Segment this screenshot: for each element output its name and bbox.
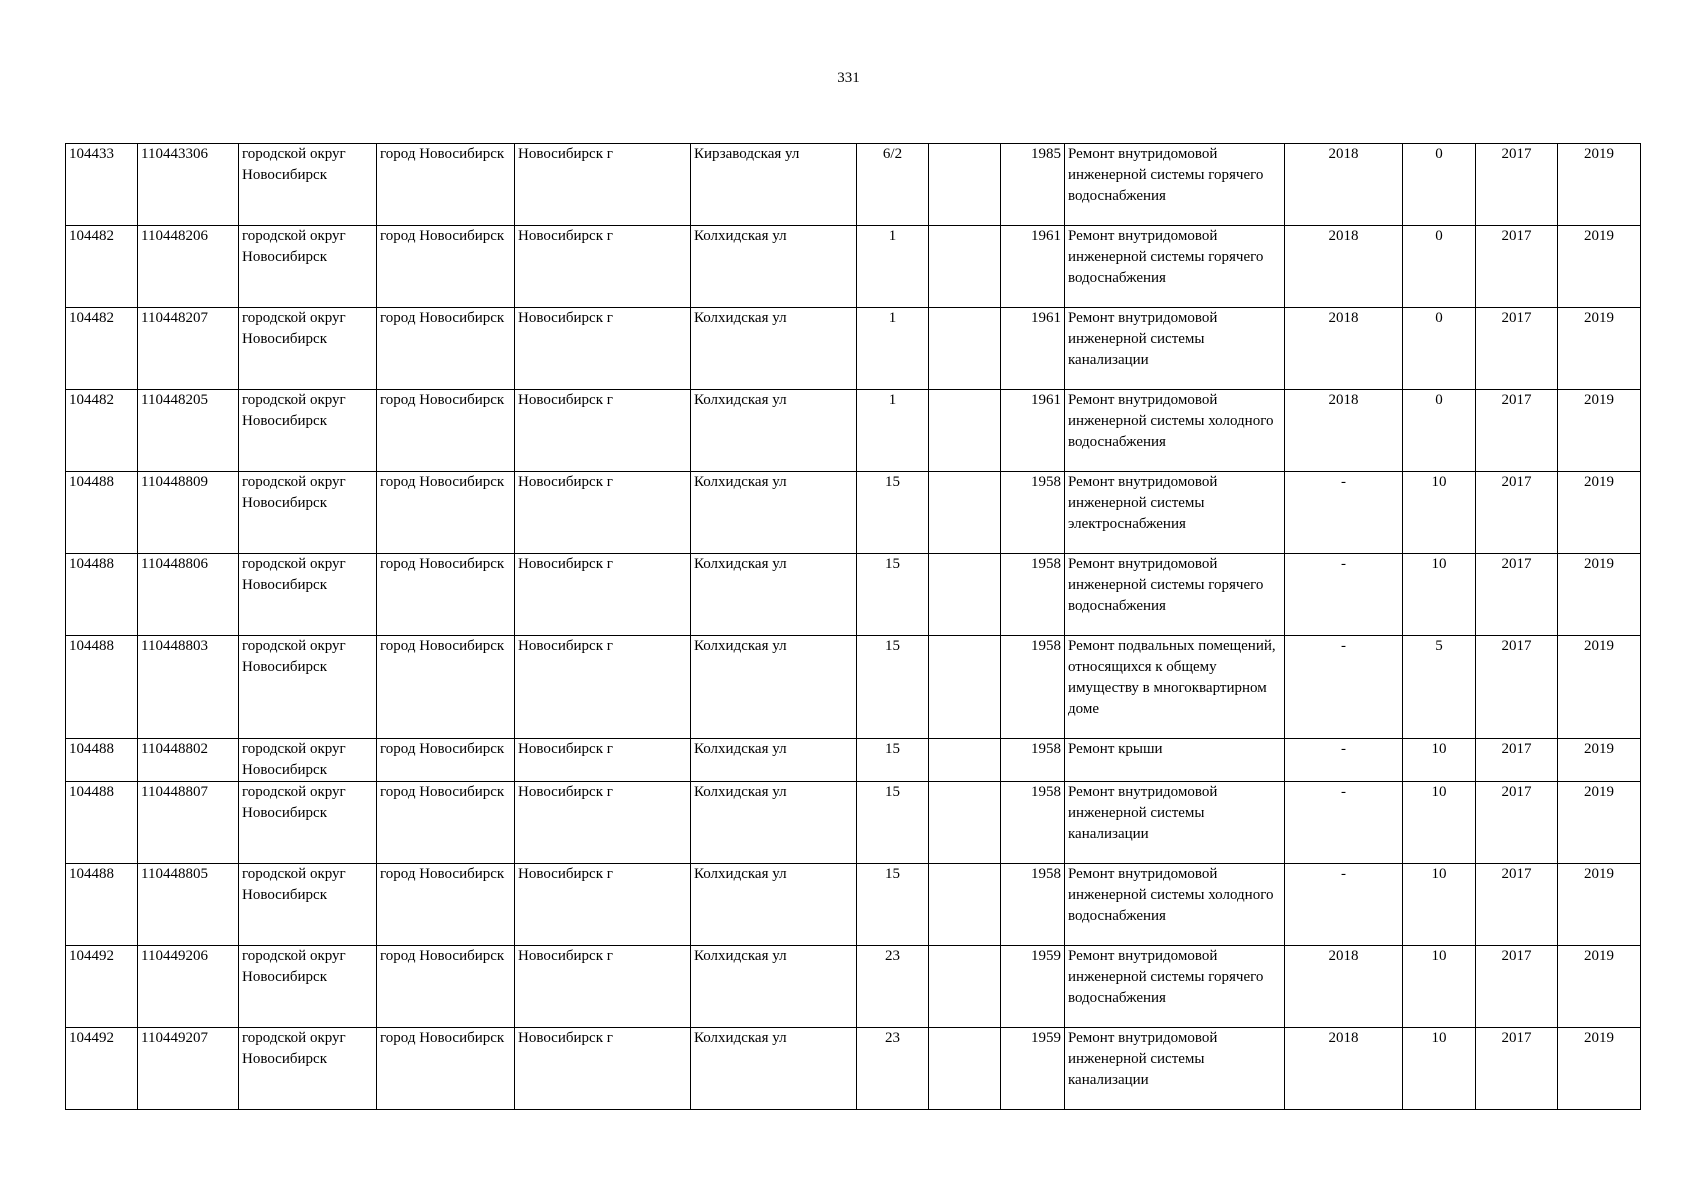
locality-cell: Новосибирск г: [515, 226, 691, 308]
work-type-cell: Ремонт внутридомовой инженерной системы горячего водоснабжения: [1065, 946, 1285, 1028]
work-id-cell: 110448207: [138, 308, 239, 390]
house-number-cell: 6/2: [857, 144, 929, 226]
build-year-cell: 1961: [1001, 390, 1065, 472]
object-id-cell: 104488: [66, 739, 138, 782]
wear-percent-cell: 0: [1403, 390, 1476, 472]
start-year-cell: 2017: [1476, 739, 1558, 782]
build-year-cell: 1958: [1001, 636, 1065, 739]
last-repair-year-cell: 2018: [1285, 946, 1403, 1028]
work-id-cell: 110448806: [138, 554, 239, 636]
settlement-cell: город Новосибирск: [377, 1028, 515, 1110]
last-repair-year-cell: -: [1285, 739, 1403, 782]
work-id-cell: 110448809: [138, 472, 239, 554]
table-row: [66, 308, 1641, 390]
work-type-cell: Ремонт внутридомовой инженерной системы горячего водоснабжения: [1065, 226, 1285, 308]
wear-percent-cell: 10: [1403, 739, 1476, 782]
table-row: [66, 946, 1641, 1028]
object-id-cell: 104488: [66, 636, 138, 739]
start-year-cell: 2017: [1476, 1028, 1558, 1110]
settlement-cell: город Новосибирск: [377, 864, 515, 946]
work-type-cell: Ремонт внутридомовой инженерной системы горячего водоснабжения: [1065, 554, 1285, 636]
wear-percent-cell: 10: [1403, 554, 1476, 636]
building-cell: [929, 472, 1001, 554]
table-row: [66, 1028, 1641, 1110]
locality-cell: Новосибирск г: [515, 390, 691, 472]
municipal-district-cell: городской округ Новосибирск: [239, 144, 377, 226]
building-cell: [929, 554, 1001, 636]
table-row: [66, 739, 1641, 782]
work-type-cell: Ремонт внутридомовой инженерной системы канализации: [1065, 308, 1285, 390]
work-type-cell: Ремонт внутридомовой инженерной системы канализации: [1065, 1028, 1285, 1110]
start-year-cell: 2017: [1476, 226, 1558, 308]
object-id-cell: 104492: [66, 946, 138, 1028]
end-year-cell: 2019: [1558, 226, 1641, 308]
wear-percent-cell: 10: [1403, 864, 1476, 946]
build-year-cell: 1959: [1001, 1028, 1065, 1110]
work-type-cell: Ремонт внутридомовой инженерной системы холодного водоснабжения: [1065, 390, 1285, 472]
wear-percent-cell: 10: [1403, 472, 1476, 554]
municipal-district-cell: городской округ Новосибирск: [239, 782, 377, 864]
work-type-cell: Ремонт внутридомовой инженерной системы канализации: [1065, 782, 1285, 864]
table-row: [66, 864, 1641, 946]
work-id-cell: 110448205: [138, 390, 239, 472]
locality-cell: Новосибирск г: [515, 739, 691, 782]
work-type-cell: Ремонт внутридомовой инженерной системы электроснабжения: [1065, 472, 1285, 554]
settlement-cell: город Новосибирск: [377, 144, 515, 226]
building-cell: [929, 226, 1001, 308]
build-year-cell: 1961: [1001, 226, 1065, 308]
municipal-district-cell: городской округ Новосибирск: [239, 636, 377, 739]
object-id-cell: 104488: [66, 472, 138, 554]
start-year-cell: 2017: [1476, 782, 1558, 864]
street-cell: Колхидская ул: [691, 782, 857, 864]
last-repair-year-cell: 2018: [1285, 144, 1403, 226]
table-body: [66, 144, 1641, 1110]
house-number-cell: 15: [857, 472, 929, 554]
work-id-cell: 110449206: [138, 946, 239, 1028]
last-repair-year-cell: 2018: [1285, 390, 1403, 472]
start-year-cell: 2017: [1476, 144, 1558, 226]
street-cell: Колхидская ул: [691, 739, 857, 782]
municipal-district-cell: городской округ Новосибирск: [239, 554, 377, 636]
end-year-cell: 2019: [1558, 636, 1641, 739]
start-year-cell: 2017: [1476, 636, 1558, 739]
wear-percent-cell: 0: [1403, 144, 1476, 226]
start-year-cell: 2017: [1476, 554, 1558, 636]
table-row: [66, 782, 1641, 864]
street-cell: Колхидская ул: [691, 946, 857, 1028]
last-repair-year-cell: -: [1285, 636, 1403, 739]
last-repair-year-cell: 2018: [1285, 308, 1403, 390]
end-year-cell: 2019: [1558, 1028, 1641, 1110]
last-repair-year-cell: -: [1285, 472, 1403, 554]
table-row: [66, 390, 1641, 472]
work-id-cell: 110443306: [138, 144, 239, 226]
work-type-cell: Ремонт подвальных помещений, относящихся к общему имуществу в многоквартирном доме: [1065, 636, 1285, 739]
building-cell: [929, 308, 1001, 390]
building-cell: [929, 864, 1001, 946]
street-cell: Колхидская ул: [691, 864, 857, 946]
settlement-cell: город Новосибирск: [377, 782, 515, 864]
last-repair-year-cell: 2018: [1285, 226, 1403, 308]
locality-cell: Новосибирск г: [515, 636, 691, 739]
start-year-cell: 2017: [1476, 390, 1558, 472]
wear-percent-cell: 5: [1403, 636, 1476, 739]
work-type-cell: Ремонт крыши: [1065, 739, 1285, 782]
object-id-cell: 104482: [66, 226, 138, 308]
house-number-cell: 15: [857, 739, 929, 782]
end-year-cell: 2019: [1558, 144, 1641, 226]
municipal-district-cell: городской округ Новосибирск: [239, 390, 377, 472]
settlement-cell: город Новосибирск: [377, 472, 515, 554]
locality-cell: Новосибирск г: [515, 472, 691, 554]
build-year-cell: 1985: [1001, 144, 1065, 226]
registry-table: [65, 143, 1641, 1110]
municipal-district-cell: городской округ Новосибирск: [239, 1028, 377, 1110]
build-year-cell: 1958: [1001, 782, 1065, 864]
building-cell: [929, 782, 1001, 864]
municipal-district-cell: городской округ Новосибирск: [239, 946, 377, 1028]
table-row: [66, 472, 1641, 554]
locality-cell: Новосибирск г: [515, 144, 691, 226]
street-cell: Колхидская ул: [691, 636, 857, 739]
wear-percent-cell: 0: [1403, 226, 1476, 308]
street-cell: Колхидская ул: [691, 554, 857, 636]
end-year-cell: 2019: [1558, 864, 1641, 946]
house-number-cell: 15: [857, 554, 929, 636]
street-cell: Колхидская ул: [691, 390, 857, 472]
start-year-cell: 2017: [1476, 472, 1558, 554]
municipal-district-cell: городской округ Новосибирск: [239, 472, 377, 554]
end-year-cell: 2019: [1558, 308, 1641, 390]
start-year-cell: 2017: [1476, 864, 1558, 946]
settlement-cell: город Новосибирск: [377, 739, 515, 782]
settlement-cell: город Новосибирск: [377, 390, 515, 472]
end-year-cell: 2019: [1558, 782, 1641, 864]
end-year-cell: 2019: [1558, 946, 1641, 1028]
street-cell: Колхидская ул: [691, 226, 857, 308]
last-repair-year-cell: -: [1285, 864, 1403, 946]
end-year-cell: 2019: [1558, 739, 1641, 782]
house-number-cell: 23: [857, 1028, 929, 1110]
object-id-cell: 104433: [66, 144, 138, 226]
work-type-cell: Ремонт внутридомовой инженерной системы холодного водоснабжения: [1065, 864, 1285, 946]
start-year-cell: 2017: [1476, 308, 1558, 390]
work-id-cell: 110448206: [138, 226, 239, 308]
locality-cell: Новосибирск г: [515, 782, 691, 864]
house-number-cell: 23: [857, 946, 929, 1028]
work-id-cell: 110448803: [138, 636, 239, 739]
building-cell: [929, 1028, 1001, 1110]
object-id-cell: 104492: [66, 1028, 138, 1110]
build-year-cell: 1961: [1001, 308, 1065, 390]
object-id-cell: 104488: [66, 864, 138, 946]
last-repair-year-cell: -: [1285, 554, 1403, 636]
street-cell: Колхидская ул: [691, 308, 857, 390]
municipal-district-cell: городской округ Новосибирск: [239, 739, 377, 782]
building-cell: [929, 946, 1001, 1028]
build-year-cell: 1958: [1001, 554, 1065, 636]
municipal-district-cell: городской округ Новосибирск: [239, 226, 377, 308]
settlement-cell: город Новосибирск: [377, 946, 515, 1028]
locality-cell: Новосибирск г: [515, 946, 691, 1028]
settlement-cell: город Новосибирск: [377, 636, 515, 739]
build-year-cell: 1958: [1001, 739, 1065, 782]
object-id-cell: 104488: [66, 782, 138, 864]
locality-cell: Новосибирск г: [515, 308, 691, 390]
build-year-cell: 1958: [1001, 864, 1065, 946]
build-year-cell: 1958: [1001, 472, 1065, 554]
wear-percent-cell: 0: [1403, 308, 1476, 390]
last-repair-year-cell: 2018: [1285, 1028, 1403, 1110]
last-repair-year-cell: -: [1285, 782, 1403, 864]
end-year-cell: 2019: [1558, 554, 1641, 636]
build-year-cell: 1959: [1001, 946, 1065, 1028]
page-number: 331: [837, 70, 860, 86]
building-cell: [929, 636, 1001, 739]
end-year-cell: 2019: [1558, 472, 1641, 554]
house-number-cell: 15: [857, 636, 929, 739]
building-cell: [929, 390, 1001, 472]
locality-cell: Новосибирск г: [515, 864, 691, 946]
house-number-cell: 1: [857, 308, 929, 390]
settlement-cell: город Новосибирск: [377, 554, 515, 636]
wear-percent-cell: 10: [1403, 946, 1476, 1028]
work-id-cell: 110448807: [138, 782, 239, 864]
building-cell: [929, 739, 1001, 782]
table-row: [66, 144, 1641, 226]
house-number-cell: 15: [857, 864, 929, 946]
start-year-cell: 2017: [1476, 946, 1558, 1028]
street-cell: Кирзаводская ул: [691, 144, 857, 226]
house-number-cell: 1: [857, 390, 929, 472]
settlement-cell: город Новосибирск: [377, 226, 515, 308]
municipal-district-cell: городской округ Новосибирск: [239, 308, 377, 390]
object-id-cell: 104482: [66, 390, 138, 472]
work-type-cell: Ремонт внутридомовой инженерной системы горячего водоснабжения: [1065, 144, 1285, 226]
locality-cell: Новосибирск г: [515, 554, 691, 636]
table-row: [66, 554, 1641, 636]
table-row: [66, 226, 1641, 308]
work-id-cell: 110448802: [138, 739, 239, 782]
object-id-cell: 104488: [66, 554, 138, 636]
house-number-cell: 15: [857, 782, 929, 864]
house-number-cell: 1: [857, 226, 929, 308]
street-cell: Колхидская ул: [691, 1028, 857, 1110]
street-cell: Колхидская ул: [691, 472, 857, 554]
table-row: [66, 636, 1641, 739]
wear-percent-cell: 10: [1403, 782, 1476, 864]
object-id-cell: 104482: [66, 308, 138, 390]
wear-percent-cell: 10: [1403, 1028, 1476, 1110]
municipal-district-cell: городской округ Новосибирск: [239, 864, 377, 946]
building-cell: [929, 144, 1001, 226]
end-year-cell: 2019: [1558, 390, 1641, 472]
work-id-cell: 110448805: [138, 864, 239, 946]
locality-cell: Новосибирск г: [515, 1028, 691, 1110]
settlement-cell: город Новосибирск: [377, 308, 515, 390]
work-id-cell: 110449207: [138, 1028, 239, 1110]
